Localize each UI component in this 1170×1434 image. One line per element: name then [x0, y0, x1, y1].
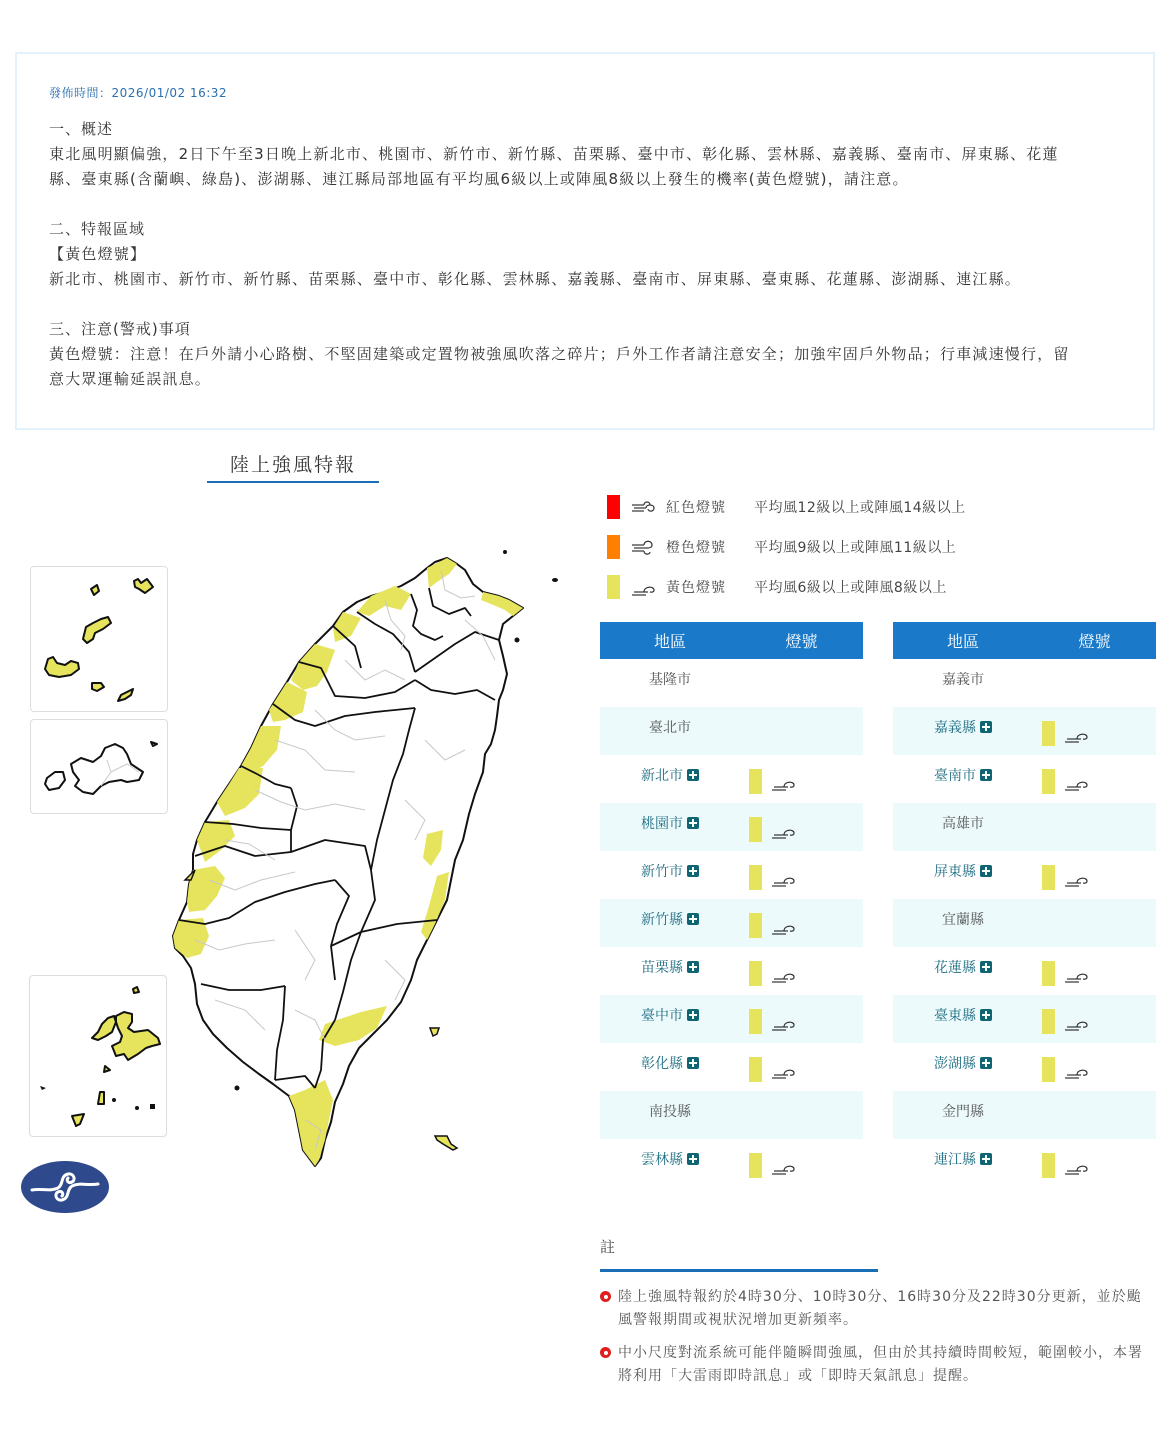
- orange-swatch: [607, 535, 620, 559]
- region-label[interactable]: 澎湖縣: [934, 1056, 976, 1072]
- region-name[interactable]: [600, 1149, 740, 1169]
- penghu-islands: [31, 567, 169, 713]
- region-label[interactable]: 連江縣: [934, 1152, 976, 1168]
- section-text: 意大眾運輸延誤訊息。: [49, 370, 212, 388]
- section-overview: [49, 117, 1121, 192]
- expand-plus-icon[interactable]: [980, 1153, 992, 1165]
- breeze-icon: [770, 1012, 798, 1032]
- legend-desc: 平均風6級以上或陣風8級以上: [754, 580, 947, 596]
- taiwan-map: [165, 540, 565, 1180]
- region-name: [893, 1101, 1033, 1121]
- table-row: [893, 803, 1156, 851]
- region-label[interactable]: 彰化縣: [641, 1056, 683, 1072]
- legend-label: 橙色燈號: [666, 540, 726, 556]
- region-name[interactable]: [893, 957, 1033, 977]
- region-name[interactable]: [600, 813, 740, 833]
- table-row: [893, 995, 1156, 1043]
- table-row: [600, 947, 863, 995]
- breeze-icon: [1063, 964, 1091, 984]
- table-row: [893, 1043, 1156, 1091]
- bulletin-panel: [15, 52, 1155, 430]
- region-name[interactable]: [893, 717, 1033, 737]
- yellow-signal-swatch: [749, 961, 762, 986]
- section-text: 縣、臺東縣(含蘭嶼、綠島)、澎湖縣、連江縣局部地區有平均風6級以上或陣風8級以上發生的機率(黃色燈號)，請注意。: [49, 170, 909, 188]
- region-name[interactable]: [600, 861, 740, 881]
- expand-plus-icon[interactable]: [687, 1153, 699, 1165]
- section-text: 黃色燈號：注意！在戶外請小心路樹、不堅固建築或定置物被強風吹落之碎片；戶外工作者請注意安全；加強牢固戶外物品；行車減速慢行，留: [49, 345, 1070, 363]
- breeze-icon: [770, 1060, 798, 1080]
- breeze-icon: [770, 916, 798, 936]
- expand-plus-icon[interactable]: [687, 865, 699, 877]
- expand-plus-icon[interactable]: [687, 769, 699, 781]
- section-text: 東北風明顯偏強，2日下午至3日晚上新北市、桃園市、新竹市、新竹縣、苗栗縣、臺中市、彰化縣、雲林縣、嘉義縣、臺南市、屏東縣、花蓮: [49, 145, 1059, 163]
- section-warning-areas: [49, 217, 1121, 292]
- table-row: [600, 659, 863, 707]
- region-label: 南投縣: [649, 1104, 691, 1120]
- region-label[interactable]: 嘉義縣: [934, 720, 976, 736]
- region-label: 金門縣: [942, 1104, 984, 1120]
- breeze-icon: [770, 964, 798, 984]
- expand-plus-icon[interactable]: [980, 1009, 992, 1021]
- region-label[interactable]: 花蓮縣: [934, 960, 976, 976]
- cwa-logo: [20, 1160, 110, 1214]
- signal-cell: [1033, 717, 1156, 746]
- yellow-signal-swatch: [749, 769, 762, 794]
- expand-plus-icon[interactable]: [687, 817, 699, 829]
- region-label: 基隆市: [649, 672, 691, 688]
- region-label[interactable]: 新北市: [641, 768, 683, 784]
- expand-plus-icon[interactable]: [980, 961, 992, 973]
- table-row: [893, 899, 1156, 947]
- legend-red: [607, 487, 966, 527]
- breeze-icon: [630, 577, 658, 597]
- region-name: [600, 717, 740, 737]
- expand-plus-icon[interactable]: [687, 1009, 699, 1021]
- region-label[interactable]: 屏東縣: [934, 864, 976, 880]
- signal-cell: [1033, 1053, 1156, 1082]
- table-row: [600, 1091, 863, 1139]
- legend-yellow: [607, 567, 966, 607]
- expand-plus-icon[interactable]: [687, 961, 699, 973]
- table-row: [893, 755, 1156, 803]
- table-row: [600, 1043, 863, 1091]
- signal-cell: [740, 1101, 863, 1105]
- expand-plus-icon[interactable]: [687, 1057, 699, 1069]
- yellow-signal-swatch: [1042, 961, 1055, 986]
- yellow-signal-swatch: [749, 1057, 762, 1082]
- yellow-signal-swatch: [749, 817, 762, 842]
- note-text: 陸上強風特報約於4時30分、10時30分、16時30分及22時30分更新，並於颱風警報期間或視狀況增加更新頻率。: [618, 1289, 1142, 1328]
- signal-cell: [740, 861, 863, 890]
- region-name[interactable]: [600, 957, 740, 977]
- yellow-signal-swatch: [1042, 721, 1055, 746]
- breeze-icon: [1063, 1012, 1091, 1032]
- legend-desc: 平均風12級以上或陣風14級以上: [754, 500, 966, 516]
- signal-cell: [1033, 861, 1156, 890]
- expand-plus-icon[interactable]: [980, 769, 992, 781]
- legend-label: 紅色燈號: [666, 500, 726, 516]
- region-table-left: [600, 622, 863, 1187]
- region-label[interactable]: 新竹市: [641, 864, 683, 880]
- region-name[interactable]: [893, 765, 1033, 785]
- expand-plus-icon[interactable]: [980, 721, 992, 733]
- region-label[interactable]: 苗栗縣: [641, 960, 683, 976]
- region-name: [893, 909, 1033, 929]
- section-title: 二、特報區域: [49, 220, 146, 238]
- region-name[interactable]: [893, 861, 1033, 881]
- matsu-islands: [30, 976, 168, 1138]
- table-row: [893, 659, 1156, 707]
- table-row: [893, 1091, 1156, 1139]
- notes-title: 註: [600, 1236, 878, 1272]
- region-name: [600, 669, 740, 689]
- region-label: 臺北市: [649, 720, 691, 736]
- header-region: 地區: [653, 632, 686, 651]
- yellow-signal-swatch: [749, 913, 762, 938]
- signal-cell: [1033, 957, 1156, 986]
- signal-cell: [1033, 909, 1156, 913]
- breeze-icon: [770, 868, 798, 888]
- table-row: [600, 755, 863, 803]
- table-row: [893, 851, 1156, 899]
- kinmen-islands: [31, 720, 169, 815]
- expand-plus-icon[interactable]: [980, 865, 992, 877]
- signal-cell: [740, 717, 863, 721]
- signal-cell: [740, 1053, 863, 1082]
- header-signal: 燈號: [785, 632, 818, 651]
- region-label: 高雄市: [942, 816, 984, 832]
- region-label[interactable]: 臺南市: [934, 768, 976, 784]
- region-label[interactable]: 臺中市: [641, 1008, 683, 1024]
- signal-cell: [1033, 813, 1156, 817]
- region-name[interactable]: [893, 1005, 1033, 1025]
- yellow-signal-swatch: [749, 1009, 762, 1034]
- region-name[interactable]: [600, 909, 740, 929]
- region-name[interactable]: [893, 1149, 1033, 1169]
- yellow-signal-swatch: [1042, 865, 1055, 890]
- signal-cell: [1033, 669, 1156, 673]
- section-title: 一、概述: [49, 120, 114, 138]
- inset-penghu[interactable]: [30, 566, 168, 712]
- region-label[interactable]: 新竹縣: [641, 912, 683, 928]
- table-row: [600, 995, 863, 1043]
- table-header: [893, 622, 1156, 659]
- notes-section: [600, 1236, 1155, 1398]
- section-text: 新北市、桃園市、新竹市、新竹縣、苗栗縣、臺中市、彰化縣、雲林縣、嘉義縣、臺南市、屏東縣、臺東縣、花蓮縣、澎湖縣、連江縣。: [49, 270, 1022, 288]
- strong-wind-icon: [630, 497, 658, 517]
- table-row: [893, 707, 1156, 755]
- table-header: [600, 622, 863, 659]
- breeze-icon: [770, 772, 798, 792]
- note-item: [600, 1286, 1155, 1332]
- note-text: 中小尺度對流系統可能伴隨瞬間強風，但由於其持續時間較短，範圍較小，本署將利用「大雷雨即時訊息」或「即時天氣訊息」提醒。: [618, 1345, 1143, 1384]
- region-label[interactable]: 臺東縣: [934, 1008, 976, 1024]
- yellow-swatch: [607, 575, 620, 599]
- signal-cell: [740, 1149, 863, 1178]
- signal-cell: [1033, 765, 1156, 794]
- yellow-signal-swatch: [749, 865, 762, 890]
- warning-map: [15, 500, 575, 1220]
- table-row: [600, 899, 863, 947]
- section-text: 【黃色燈號】: [49, 245, 147, 263]
- table-row: [893, 1139, 1156, 1187]
- signal-cell: [740, 765, 863, 794]
- legend-desc: 平均風9級以上或陣風11級以上: [754, 540, 957, 556]
- yellow-signal-swatch: [1042, 769, 1055, 794]
- yellow-signal-swatch: [1042, 1009, 1055, 1034]
- region-name[interactable]: [600, 765, 740, 785]
- signal-cell: [740, 813, 863, 842]
- region-name: [893, 813, 1033, 833]
- inset-kinmen[interactable]: [30, 719, 168, 814]
- table-row: [600, 707, 863, 755]
- table-row: [600, 1139, 863, 1187]
- publish-time: 發佈時間：2026/01/02 16:32: [49, 86, 228, 100]
- region-table-right: [893, 622, 1156, 1187]
- region-name: [893, 669, 1033, 689]
- breeze-icon: [1063, 1156, 1091, 1176]
- note-item: [600, 1342, 1155, 1388]
- red-swatch: [607, 495, 620, 519]
- signal-cell: [740, 957, 863, 986]
- signal-legend: [607, 487, 966, 607]
- yellow-signal-swatch: [749, 1153, 762, 1178]
- table-row: [893, 947, 1156, 995]
- header-region: 地區: [946, 632, 979, 651]
- signal-cell: [1033, 1149, 1156, 1178]
- region-name[interactable]: [600, 1005, 740, 1025]
- bullet-icon: [600, 1291, 611, 1302]
- wind-icon: [630, 537, 658, 557]
- breeze-icon: [1063, 1060, 1091, 1080]
- table-row: [600, 803, 863, 851]
- region-name: [600, 1101, 740, 1121]
- region-label[interactable]: 雲林縣: [641, 1152, 683, 1168]
- signal-cell: [740, 1005, 863, 1034]
- expand-plus-icon[interactable]: [687, 913, 699, 925]
- region-label[interactable]: 桃園市: [641, 816, 683, 832]
- breeze-icon: [1063, 868, 1091, 888]
- map-title: 陸上強風特報: [207, 450, 379, 483]
- header-signal: 燈號: [1078, 632, 1111, 651]
- breeze-icon: [1063, 772, 1091, 792]
- table-row: [600, 851, 863, 899]
- signal-cell: [740, 909, 863, 938]
- region-name[interactable]: [893, 1053, 1033, 1073]
- breeze-icon: [1063, 724, 1091, 744]
- signal-cell: [1033, 1005, 1156, 1034]
- signal-cell: [1033, 1101, 1156, 1105]
- breeze-icon: [770, 1156, 798, 1176]
- region-name[interactable]: [600, 1053, 740, 1073]
- expand-plus-icon[interactable]: [980, 1057, 992, 1069]
- section-title: 三、注意(警戒)事項: [49, 320, 191, 338]
- yellow-signal-swatch: [1042, 1153, 1055, 1178]
- section-precautions: [49, 317, 1121, 392]
- legend-orange: [607, 527, 966, 567]
- legend-label: 黃色燈號: [666, 580, 726, 596]
- region-label: 宜蘭縣: [942, 912, 984, 928]
- signal-cell: [740, 669, 863, 673]
- inset-matsu[interactable]: [29, 975, 167, 1137]
- region-label: 嘉義市: [942, 672, 984, 688]
- yellow-signal-swatch: [1042, 1057, 1055, 1082]
- bullet-icon: [600, 1347, 611, 1358]
- breeze-icon: [770, 820, 798, 840]
